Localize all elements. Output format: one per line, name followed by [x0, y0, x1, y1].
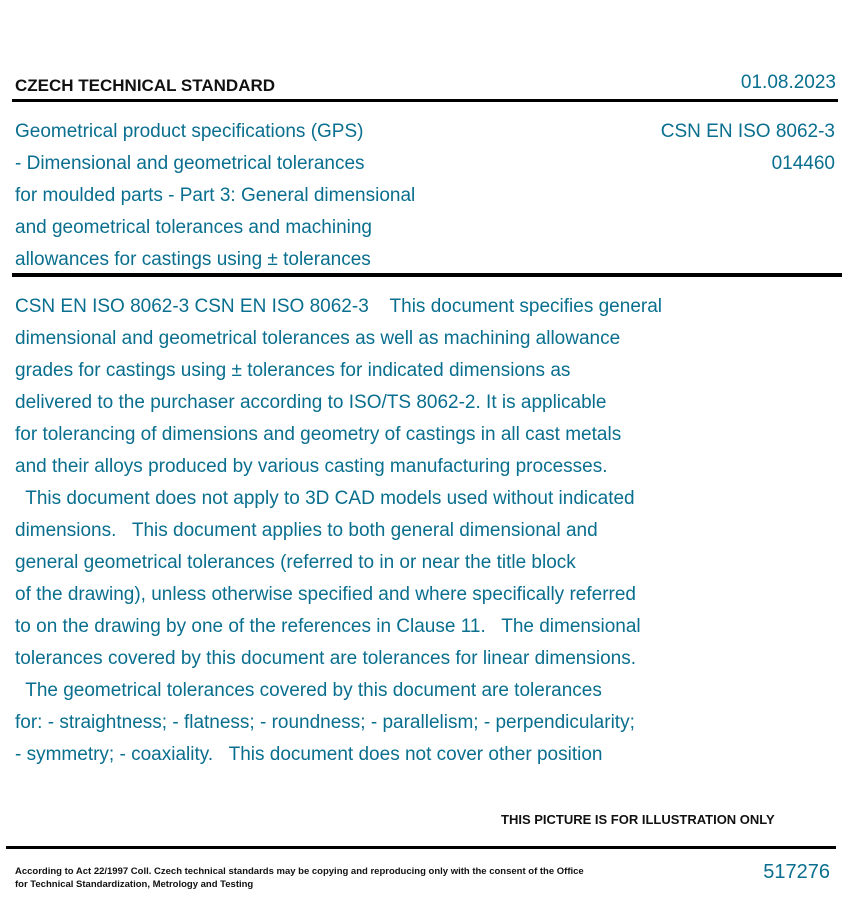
abstract-text — [15, 291, 775, 771]
title-line: and geometrical tolerances and machining — [15, 217, 372, 238]
standard-type-label: CZECH TECHNICAL STANDARD — [15, 76, 276, 95]
abstract-line: for: - straightness; - flatness; - roundness; - parallelism; - perpendicularity; — [15, 712, 635, 733]
copyright-notice — [15, 865, 584, 891]
abstract-line: The geometrical tolerances covered by this document are tolerances — [15, 680, 602, 701]
abstract-line: for tolerancing of dimensions and geometry of castings in all cast metals — [15, 424, 622, 445]
abstract-line: and their alloys produced by various casting manufacturing processes. — [15, 456, 608, 477]
abstract-line: CSN EN ISO 8062-3 CSN EN ISO 8062-3 This document specifies general — [15, 296, 663, 317]
standard-identifiers — [661, 116, 835, 180]
abstract-line: general geometrical tolerances (referred to in or near the title block — [15, 552, 576, 573]
abstract-line: to on the drawing by one of the references in Clause 11. The dimensional — [15, 616, 641, 637]
title-line: - Dimensional and geometrical tolerances — [15, 153, 365, 174]
standard-code: CSN EN ISO 8062-3 — [660, 121, 835, 142]
abstract-line: This document does not apply to 3D CAD models used without indicated — [15, 488, 635, 509]
title-line: for moulded parts - Part 3: General dimensional — [15, 185, 416, 206]
abstract-line: delivered to the purchaser according to ISO/TS 8062-2. It is applicable — [15, 392, 607, 413]
header-rule — [12, 99, 838, 102]
abstract-line: dimensions. This document applies to both general dimensional and — [15, 520, 598, 541]
copyright-line: for Technical Standardization, Metrology and Testing — [15, 879, 254, 890]
illustration-disclaimer: THIS PICTURE IS FOR ILLUSTRATION ONLY — [501, 812, 775, 827]
title-line: Geometrical product specifications (GPS) — [15, 121, 364, 142]
title-line: allowances for castings using ± tolerances — [15, 249, 371, 270]
footer-rule — [6, 846, 836, 849]
copyright-line: According to Act 22/1997 Coll. Czech technical standards may be copying and reproducing only with the consent of the Office — [15, 866, 584, 877]
publication-date: 01.08.2023 — [740, 72, 836, 93]
catalog-number: 517276 — [763, 861, 830, 883]
title-rule — [12, 273, 842, 277]
abstract-line: grades for castings using ± tolerances for indicated dimensions as — [15, 360, 571, 381]
abstract-line: - symmetry; - coaxiality. This document does not cover other position — [15, 744, 603, 765]
abstract-line: of the drawing), unless otherwise specified and where specifically referred — [15, 584, 636, 605]
abstract-line: dimensional and geometrical tolerances as well as machining allowance — [15, 328, 621, 349]
classification-number: 014460 — [771, 153, 835, 174]
document-title — [15, 116, 415, 276]
abstract-line: tolerances covered by this document are tolerances for linear dimensions. — [15, 648, 636, 669]
